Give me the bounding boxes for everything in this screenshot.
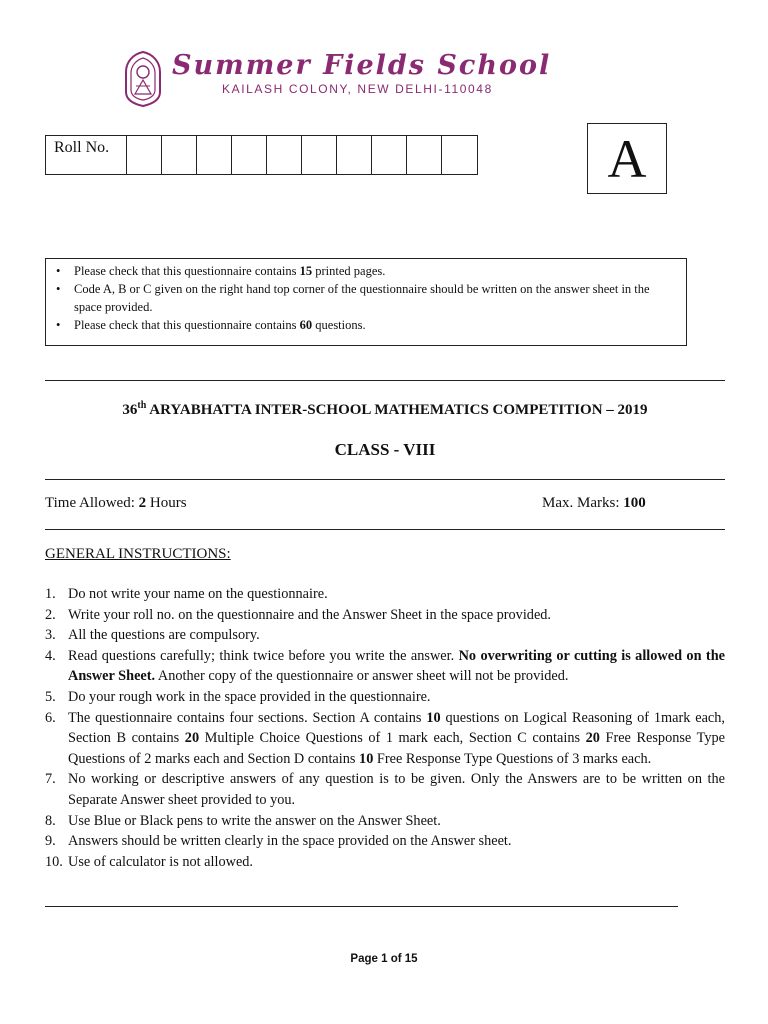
instruction-text	[68, 687, 725, 708]
competition-ordinal-suffix: th	[137, 400, 147, 411]
competition-title	[45, 400, 725, 419]
instruction-fragment: Free Response Type Questions of 3 marks each.	[373, 750, 652, 767]
instruction-number: 7.	[45, 771, 56, 788]
roll-number-cell	[302, 136, 337, 174]
notice-text: printed pages.	[312, 264, 386, 278]
notice-text: Please check that this questionnaire contains	[74, 318, 300, 332]
marks-label: Max. Marks:	[542, 495, 624, 511]
instruction-number: 3.	[45, 627, 56, 644]
notice-text: Please check that this questionnaire contains	[74, 264, 300, 278]
divider	[45, 380, 725, 381]
instruction-fragment: Write your roll no. on the questionnaire and the Answer Sheet in the space provided.	[68, 606, 552, 623]
roll-number-cell	[372, 136, 407, 174]
instruction-text	[68, 708, 725, 770]
instruction-emphasis: 20	[585, 730, 600, 747]
roll-number-label: Roll No.	[46, 136, 127, 174]
competition-name: ARYABHATTA INTER-SCHOOL MATHEMATICS COMPETITION – 2019	[149, 402, 648, 418]
instruction-fragment: All the questions are compulsory.	[68, 627, 260, 644]
instruction-text	[68, 831, 725, 852]
instruction-fragment: The questionnaire contains four sections. Section A contains	[68, 709, 427, 726]
roll-number-cell	[127, 136, 162, 174]
roll-number-box	[45, 135, 478, 175]
notice-box	[45, 258, 687, 346]
instruction-fragment: No working or descriptive answers of any question is to be given. Only the Answers are to be written on the Separate Answer sheet provided to you.	[68, 771, 725, 808]
page-of-label: of	[387, 953, 405, 965]
instruction-item	[45, 605, 725, 626]
page-total: 15	[404, 953, 418, 965]
instruction-item	[45, 769, 725, 810]
instruction-emphasis: No overwriting or cutting is allowed on the Answer Sheet.	[68, 647, 725, 685]
instruction-text	[68, 646, 725, 687]
time-unit: Hours	[146, 495, 187, 511]
instructions-list	[45, 584, 725, 872]
roll-number-cell	[162, 136, 197, 174]
instruction-fragment: Do not write your name on the questionnaire.	[68, 586, 328, 602]
instruction-text	[68, 584, 725, 605]
instruction-item	[45, 687, 725, 708]
competition-ordinal: 36	[122, 402, 138, 418]
instruction-emphasis: 10	[359, 750, 374, 767]
instruction-text	[68, 625, 725, 646]
instruction-item	[45, 646, 725, 687]
divider	[45, 529, 725, 530]
instruction-fragment: Another copy of the questionnaire or answer sheet will not be provided.	[155, 668, 569, 685]
question-paper-code: A	[587, 123, 667, 194]
page-number	[0, 953, 768, 965]
roll-number-cell	[337, 136, 372, 174]
roll-number-cell	[197, 136, 232, 174]
instruction-emphasis: 20	[184, 730, 200, 747]
roll-number-cell	[407, 136, 442, 174]
instruction-text	[68, 811, 725, 832]
instruction-text	[68, 769, 725, 810]
roll-number-cells	[127, 136, 476, 174]
divider	[45, 479, 725, 480]
general-instructions-heading: GENERAL INSTRUCTIONS:	[45, 546, 231, 562]
instruction-fragment: questions on Logical Reasoning of 1mark each, Section B contains	[68, 709, 726, 747]
notice-item	[56, 316, 676, 334]
instruction-fragment: Use Blue or Black pens to write the answer on the Answer Sheet.	[68, 812, 441, 829]
school-logo	[118, 48, 168, 108]
notice-text: questions.	[312, 318, 366, 332]
instruction-item	[45, 708, 725, 770]
instruction-fragment: Do your rough work in the space provided in the questionnaire.	[68, 688, 431, 705]
notice-emphasis: 15	[299, 264, 313, 278]
class-title: CLASS - VIII	[334, 440, 436, 459]
instruction-number: 5.	[45, 688, 56, 705]
instruction-number: 9.	[45, 833, 56, 850]
instruction-number: 2.	[45, 606, 56, 623]
roll-number-cell	[232, 136, 267, 174]
end-rule	[45, 906, 678, 907]
instruction-item	[45, 811, 725, 832]
instruction-fragment: Use of calculator is not allowed.	[68, 853, 254, 870]
time-allowed	[45, 495, 187, 512]
instruction-number: 10.	[45, 853, 63, 870]
page-current: 1	[381, 953, 388, 965]
instruction-fragment: Answers should be written clearly in the space provided on the Answer sheet.	[68, 833, 512, 850]
marks-value: 100	[623, 495, 646, 511]
notice-list	[56, 262, 676, 334]
instruction-item	[45, 831, 725, 852]
instruction-number: 6.	[45, 709, 56, 726]
instruction-emphasis: 10	[426, 709, 441, 726]
instruction-fragment: Read questions carefully; think twice before you write the answer.	[68, 647, 459, 664]
instruction-text	[68, 605, 725, 626]
school-name: Summer Fields School	[172, 50, 552, 81]
instruction-fragment: Free Response Type Questions of 2 marks each and Section D contains	[68, 730, 725, 767]
page-label: Page	[350, 953, 382, 965]
roll-number-cell	[267, 136, 302, 174]
notice-emphasis: 60	[299, 318, 313, 332]
instruction-number: 1.	[45, 586, 56, 602]
instruction-number: 4.	[45, 647, 56, 664]
instruction-item	[45, 584, 725, 605]
instruction-fragment: Multiple Choice Questions of 1 mark each, Section C contains	[199, 730, 586, 747]
school-address: KAILASH COLONY, NEW DELHI-110048	[222, 82, 493, 96]
instruction-text	[68, 852, 725, 873]
instruction-item	[45, 625, 725, 646]
roll-number-cell	[442, 136, 476, 174]
notice-item	[56, 262, 676, 280]
time-value: 2	[138, 495, 147, 511]
instruction-item	[45, 852, 725, 873]
time-label: Time Allowed:	[45, 495, 139, 511]
max-marks	[542, 495, 646, 512]
instruction-number: 8.	[45, 812, 56, 829]
notice-item	[56, 280, 676, 316]
notice-text: Code A, B or C given on the right hand top corner of the questionnaire should be written on the answer sheet in the space provided.	[74, 282, 650, 314]
